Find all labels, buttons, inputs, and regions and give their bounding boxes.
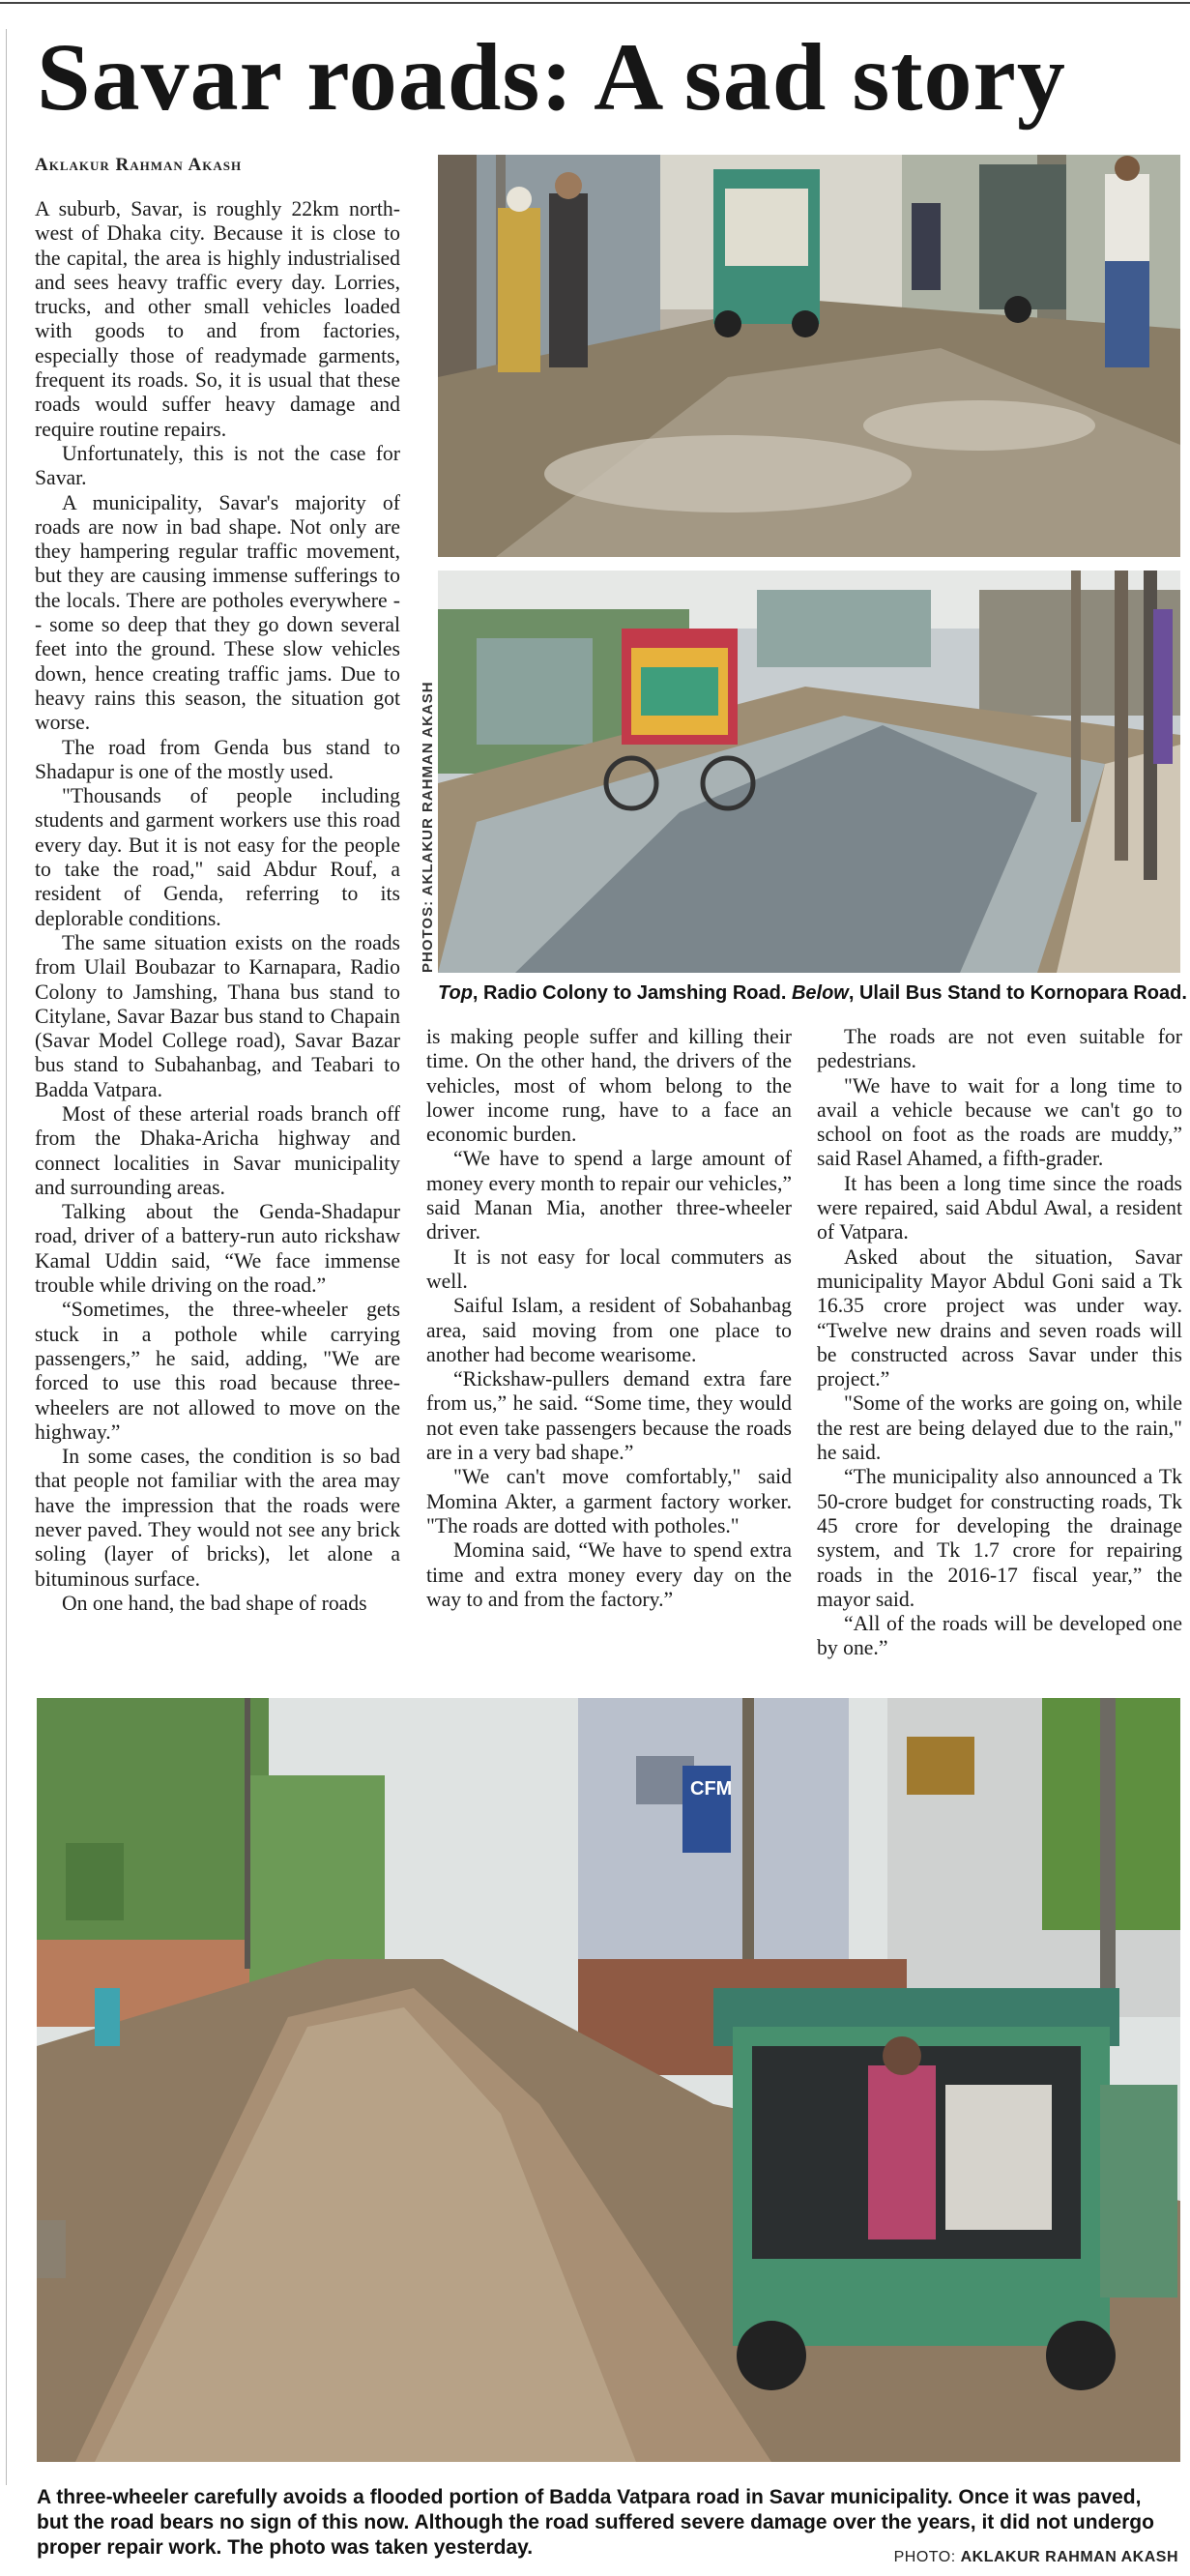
paragraph: It is not easy for local commuters as well. [426, 1244, 792, 1293]
paragraph: In some cases, the condition is so bad that people not familiar with the area may have the impression that the roads were never paved. They would not see any brick soling (layer of bricks), let alone a bituminous surface. [35, 1445, 400, 1591]
article-column-1 [35, 197, 400, 1616]
paragraph: “Rickshaw-pullers demand extra fare from us,” he said. “Some time, they would not even take passengers because the roads are in a very bad shape.” [426, 1367, 792, 1465]
paragraph: A municipality, Savar's majority of roads are now in bad shape. Not only are they hampering regular traffic movement, but they are causing immense sufferings to the locals. There are potholes everywhere -- some so deep that they go down several feet into the ground. These slow vehicles down, hence creating traffic jams. Due to heavy rains this season, the situation got worse. [35, 490, 400, 735]
photo-caption-top-below [438, 982, 1187, 1005]
photo-flooded-road-illustration [438, 571, 1180, 973]
paragraph: "We can't move comfortably," said Momina Akter, a garment factory worker. "The roads are dotted with potholes." [426, 1465, 792, 1537]
credit-label: PHOTO: [893, 2549, 961, 2565]
paragraph: Saiful Islam, a resident of Sobahanbag area, said moving from one place to another had become wearisome. [426, 1294, 792, 1366]
paragraph: “The municipality also announced a Tk 50-crore budget for constructing roads, Tk 45 crore for developing the drainage system, and Tk 1.7 crore for repairing roads in the 2016-17 fiscal year,” the mayor said. [817, 1465, 1182, 1611]
paragraph: “Sometimes, the three-wheeler gets stuck in a pothole while carrying passengers,” he said, adding, "We are forced to use this road because three-wheelers are not allowed to move on the highway.” [35, 1298, 400, 1444]
article-column-2 [426, 1025, 792, 1612]
headline: Savar roads: A sad story [37, 23, 1066, 131]
paragraph: Most of these arterial roads branch off from the Dhaka-Aricha highway and connect localities in Savar municipality and surrounding areas. [35, 1101, 400, 1199]
caption-below-text: , Ulail Bus Stand to Kornopara Road. [848, 982, 1187, 1004]
paragraph: Asked about the situation, Savar municipality Mayor Abdul Goni said a Tk 16.35 crore project was under way. “Twelve new drains and seven roads will be constructed across Savar under this project.” [817, 1244, 1182, 1391]
paragraph: It has been a long time since the roads were repaired, said Abdul Awal, a resident of Vatpara. [817, 1171, 1182, 1244]
bottom-photo-credit [894, 2549, 1178, 2566]
left-rule [6, 29, 7, 2485]
paragraph: On one hand, the bad shape of roads [62, 1591, 367, 1615]
paragraph: "Thousands of people including students and garment workers use this road every day. But it is not easy for the people to take the road," said Abdur Rouf, a resident of Genda, referring to its deplorable conditions. [35, 784, 400, 930]
paragraph: The roads are not even suitable for pedestrians. [817, 1025, 1182, 1073]
byline: Aklakur Rahman Akash [35, 155, 243, 175]
paragraph: is making people suffer and killing their time. On the other hand, the drivers of the vehicles, most of whom belong to the lower income rung, have to a face an economic burden. [426, 1025, 792, 1147]
caption-top-label: Top [438, 982, 473, 1004]
photo-road-illustration [438, 155, 1180, 557]
photo-badda-vatpara-road [37, 1698, 1180, 2462]
caption-below-label: Below [791, 982, 849, 1004]
credit-name: AKLAKUR RAHMAN AKASH [960, 2549, 1178, 2565]
paragraph: The same situation exists on the roads from Ulail Boubazar to Karnapara, Radio Colony to Jamshing, Thana bus stand to Citylane, Savar Bazar bus stand to Chapain (Savar Model College road), Savar Bazar bus stand to Subahanbag, and Teabari to Badda Vatpara. [35, 930, 400, 1101]
paragraph: "We have to wait for a long time to avail a vehicle because we can't go to school on foot as the roads are muddy,” said Rasel Ahamed, a fifth-grader. [817, 1073, 1182, 1171]
paragraph: Unfortunately, this is not the case for Savar. [35, 441, 400, 490]
article-column-3 [817, 1025, 1182, 1661]
paragraph: Talking about the Genda-Shadapur road, driver of a battery-run auto rickshaw Kamal Uddin said, “We face immense trouble while driving on the road.” [35, 1200, 400, 1298]
paragraph: A suburb, Savar, is roughly 22km north-west of Dhaka city. Because it is close to the capital, the area is highly industrialised and sees heavy traffic every day. Lorries, trucks, and other small vehicles loaded with goods to and from factories, especially those of readymade garments, frequent its roads. So, it is usual that these roads would suffer heavy damage and require routine repairs. [35, 197, 400, 441]
top-rule [0, 2, 1190, 4]
paragraph: “We have to spend a large amount of money every month to repair our vehicles,” said Manan Mia, another three-wheeler driver. [426, 1147, 792, 1244]
bottom-photo-caption: A three-wheeler carefully avoids a flooded portion of Badda Vatpara road in Savar municipality. Once it was paved, but the road bears no sign of this now. Although the road suffered severe damage over the years, it did not undergo proper repair work. The photo was taken yesterday. [37, 2486, 1154, 2559]
photo-three-wheeler-illustration [37, 1698, 1180, 2462]
photo-radio-colony-road [438, 155, 1180, 557]
paragraph: "Some of the works are going on, while the rest are being delayed due to the rain," he said. [817, 1391, 1182, 1465]
photo-credit-vertical: PHOTOS: AKLAKUR RAHMAN AKASH [420, 681, 436, 973]
paragraph: Momina said, “We have to spend extra time and extra money every day on the way to and from the factory.” [426, 1538, 792, 1611]
paragraph: “All of the roads will be developed one by one.” [817, 1612, 1182, 1660]
caption-top-text: , Radio Colony to Jamshing Road. [472, 982, 792, 1004]
sign-label: CFM [690, 1778, 733, 1800]
paragraph: The road from Genda bus stand to Shadapur is one of the mostly used. [35, 735, 400, 783]
photo-ulail-bus-stand-road [438, 571, 1180, 973]
